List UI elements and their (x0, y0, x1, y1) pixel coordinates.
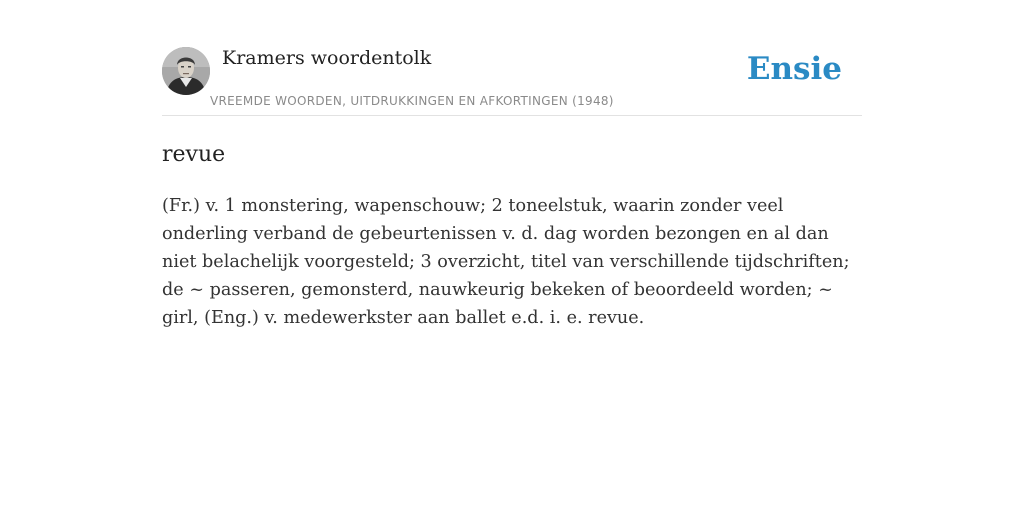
entry-headword: revue (162, 142, 226, 167)
page-container (162, 0, 862, 328)
author-portrait-avatar[interactable] (162, 47, 210, 95)
source-subtitle: VREEMDE WOORDEN, UITDRUKKINGEN EN AFKORTINGEN (1948) (210, 94, 614, 108)
author-portrait-icon (162, 47, 210, 95)
ensie-logo-link[interactable]: Ensie (746, 51, 842, 87)
entry-definition: (Fr.) v. 1 monstering, wapenschouw; 2 toneelstuk, waarin zonder veel onderling verband de gebeurtenissen v. d. dag worden bezongen en al dan niet belachelijk voorgesteld; 3 overzicht, titel van verschillende tijdschriften; de ~ passeren, gemonsterd, nauwkeurig bekeken of beoordeeld worden; ~ girl, (Eng.) v. medewerkster aan ballet e.d. i. e. revue. (162, 196, 850, 328)
source-title[interactable]: Kramers woordentolk (222, 47, 432, 69)
source-header (162, 0, 862, 116)
